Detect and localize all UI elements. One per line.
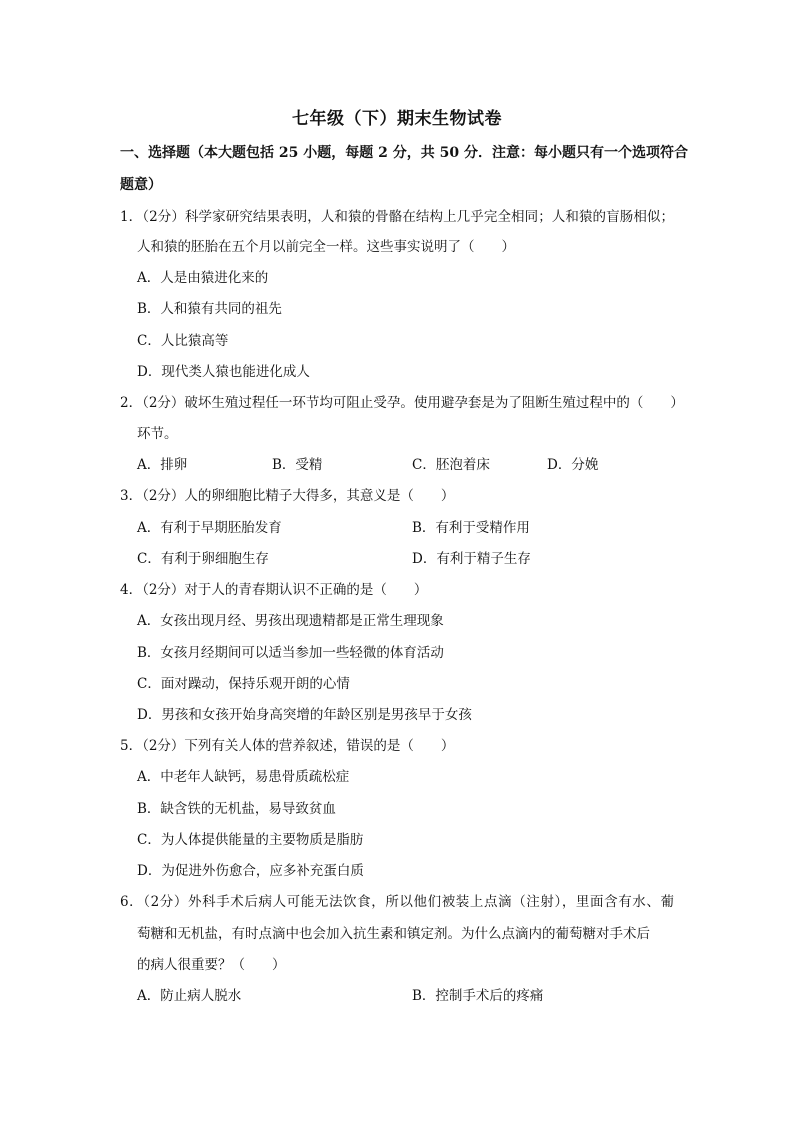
q4-option-b: B．女孩月经期间可以适当参加一些轻微的体育活动 — [137, 645, 444, 661]
q1-option-c: C．人比猿高等 — [137, 333, 229, 349]
q1-option-a: A．人是由猿进化来的 — [137, 270, 269, 286]
section-heading-line1: 一、选择题（本大题包括 25 小题，每题 2 分，共 50 分．注意：每小题只有一个选项符合 — [120, 145, 688, 161]
q1-option-b: B．人和猿有共同的祖先 — [137, 301, 282, 317]
q1-stem-line1: 1．（2分）科学家研究结果表明，人和猿的骨骼在结构上几乎完全相同；人和猿的盲肠相似； — [120, 209, 674, 225]
q2-options-row — [0, 455, 794, 475]
q1-option-d: D．现代类人猿也能进化成人 — [137, 364, 310, 380]
q6-stem-line2: 萄糖和无机盐，有时点滴中也会加入抗生素和镇定剂。为什么点滴内的葡萄糖对手术后 — [137, 926, 650, 942]
q5-stem-line1: 5．（2分）下列有关人体的营养叙述，错误的是（ ） — [120, 738, 455, 754]
q6-stem-line3: 的病人很重要？（ ） — [137, 957, 286, 973]
q6-options-row1 — [0, 986, 794, 1006]
q4-option-d: D．男孩和女孩开始身高突增的年龄区别是男孩早于女孩 — [137, 707, 472, 723]
q3-options-row1 — [0, 518, 794, 538]
q6-option-a: A．防止病人脱水 — [137, 988, 242, 1004]
q4-stem-line1: 4．（2分）对于人的青春期认识不正确的是（ ） — [120, 582, 428, 598]
q2-stem-line1: 2．（2分）破坏生殖过程任一环节均可阻止受孕。使用避孕套是为了阻断生殖过程中的（ ） — [120, 395, 684, 411]
q2-option-c: C．胚泡着床 — [412, 457, 490, 473]
q4-option-c: C．面对躁动，保持乐观开朗的心情 — [137, 676, 350, 692]
q2-option-a: A．排卵 — [137, 457, 188, 473]
q4-option-a: A．女孩出现月经、男孩出现遗精都是正常生理现象 — [137, 613, 444, 629]
q3-option-d: D．有利于精子生存 — [412, 551, 531, 567]
q2-stem-line2: 环节。 — [137, 426, 178, 442]
q2-option-d: D．分娩 — [547, 457, 599, 473]
exam-title: 七年级（下）期末生物试卷 — [292, 109, 502, 129]
q6-option-b: B．控制手术后的疼痛 — [412, 988, 544, 1004]
q5-option-b: B．缺含铁的无机盐，易导致贫血 — [137, 801, 336, 817]
q1-stem-line2: 人和猿的胚胎在五个月以前完全一样。这些事实说明了（ ） — [137, 239, 515, 255]
q2-option-b: B．受精 — [272, 457, 323, 473]
q5-option-a: A．中老年人缺钙，易患骨质疏松症 — [137, 769, 350, 785]
q3-options-row2 — [0, 549, 794, 569]
q3-option-a: A．有利于早期胚胎发育 — [137, 520, 282, 536]
q3-option-b: B．有利于受精作用 — [412, 520, 530, 536]
q6-stem-line1: 6．（2分）外科手术后病人可能无法饮食，所以他们被装上点滴（注射），里面含有水、葡 — [120, 894, 674, 910]
q5-option-c: C．为人体提供能量的主要物质是脂肪 — [137, 832, 364, 848]
q5-option-d: D．为促进外伤愈合，应多补充蛋白质 — [137, 863, 364, 879]
section-heading-line2: 题意） — [120, 177, 162, 193]
q3-stem-line1: 3．（2分）人的卵细胞比精子大得多，其意义是（ ） — [120, 488, 455, 504]
q3-option-c: C．有利于卵细胞生存 — [137, 551, 269, 567]
